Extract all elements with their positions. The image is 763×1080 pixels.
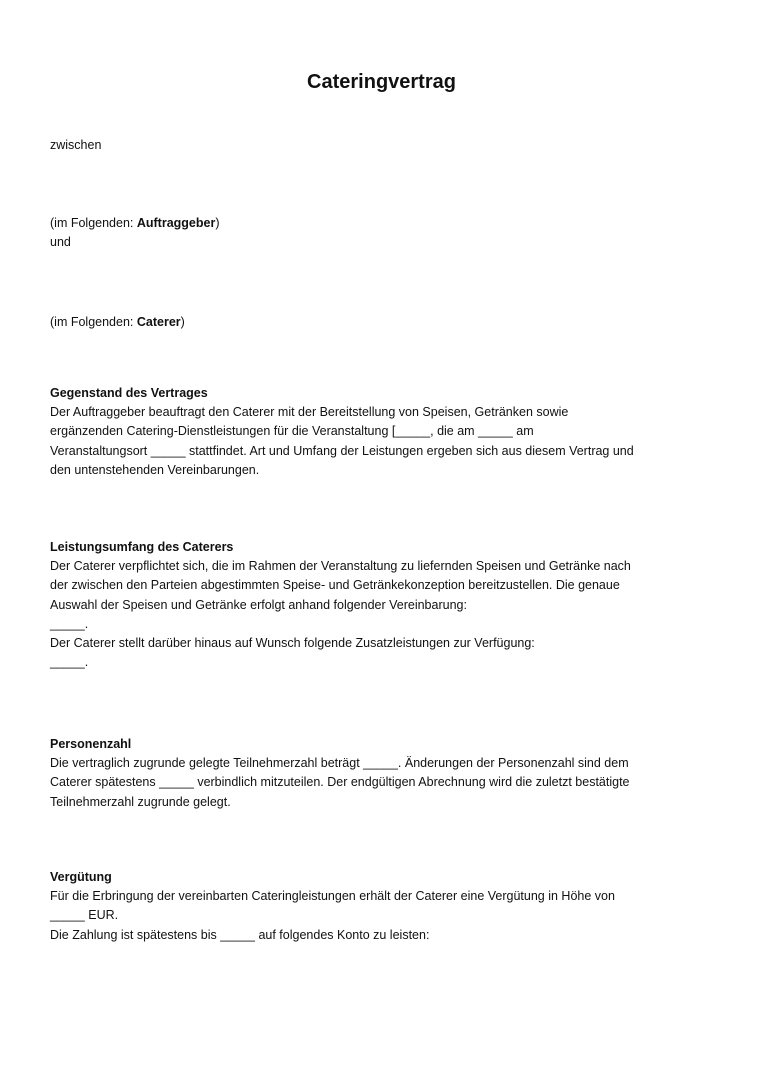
section-heading: Personenzahl (50, 737, 132, 751)
paragraph-line: Die Zahlung ist spätestens bis _____ auf folgendes Konto zu leisten: (50, 927, 430, 942)
paragraph-line: Teilnehmerzahl zugrunde gelegt. (50, 794, 231, 809)
paragraph-line: _____ EUR. (50, 908, 119, 923)
section-heading: Leistungsumfang des Caterers (50, 540, 234, 554)
parties-between (50, 136, 720, 155)
paragraph-line: Veranstaltungsort _____ stattfindet. Art und Umfang der Leistungen ergeben sich aus diesem Vertrag und (50, 443, 634, 458)
and-label: und (50, 235, 71, 250)
paragraph-line: Der Caterer verpflichtet sich, die im Rahmen der Veranstaltung zu liefernden Speisen und Getränke nach (50, 559, 631, 574)
section-heading: Vergütung (50, 870, 112, 884)
paragraph-line: _____. (50, 616, 89, 631)
caterer-suffix: ) (180, 315, 185, 329)
client-role-line (50, 214, 720, 233)
paragraph-line: den untenstehenden Vereinbarungen. (50, 462, 260, 477)
paragraph-line: ergänzenden Catering-Dienstleistungen für die Veranstaltung [_____, die am _____ am (50, 424, 534, 439)
client-suffix: ) (215, 216, 220, 230)
paragraph-line: Der Auftraggeber beauftragt den Caterer mit der Bereitstellung von Speisen, Getränken sowie (50, 405, 569, 420)
caterer-prefix: (im Folgenden: (50, 315, 137, 329)
paragraph-line: der zwischen den Parteien abgestimmten Speise- und Getränkekonzeption bereitzustellen. Die genaue (50, 578, 620, 593)
paragraph-line: Der Caterer stellt darüber hinaus auf Wunsch folgende Zusatzleistungen zur Verfügung: (50, 636, 535, 651)
paragraph-line: Für die Erbringung der vereinbarten Cateringleistungen erhält der Caterer eine Vergütung in Höhe von (50, 889, 615, 904)
paragraph-line: _____. (50, 655, 89, 670)
section-scope (50, 538, 720, 672)
client-definition (50, 214, 720, 252)
caterer-definition (50, 313, 720, 332)
document-title: Cateringvertrag (307, 71, 456, 93)
between-label: zwischen (50, 138, 102, 152)
paragraph-line: Caterer spätestens _____ verbindlich mitzuteilen. Der endgültigen Abrechnung wird die zuletzt bestätigte (50, 775, 630, 790)
section-heading: Gegenstand des Vertrages (50, 386, 208, 400)
section-payment (50, 868, 720, 945)
paragraph-line: Die vertraglich zugrunde gelegte Teilnehmerzahl beträgt _____. Änderungen der Personenzahl sind dem (50, 756, 629, 771)
section-guests (50, 735, 720, 812)
caterer-role: Caterer (136, 315, 181, 329)
client-prefix: (im Folgenden: (50, 216, 137, 230)
paragraph-line: Auswahl der Speisen und Getränke erfolgt anhand folgender Vereinbarung: (50, 597, 467, 612)
section-subject (50, 384, 720, 480)
client-role: Auftraggeber (136, 216, 216, 230)
caterer-role-line (50, 313, 720, 332)
